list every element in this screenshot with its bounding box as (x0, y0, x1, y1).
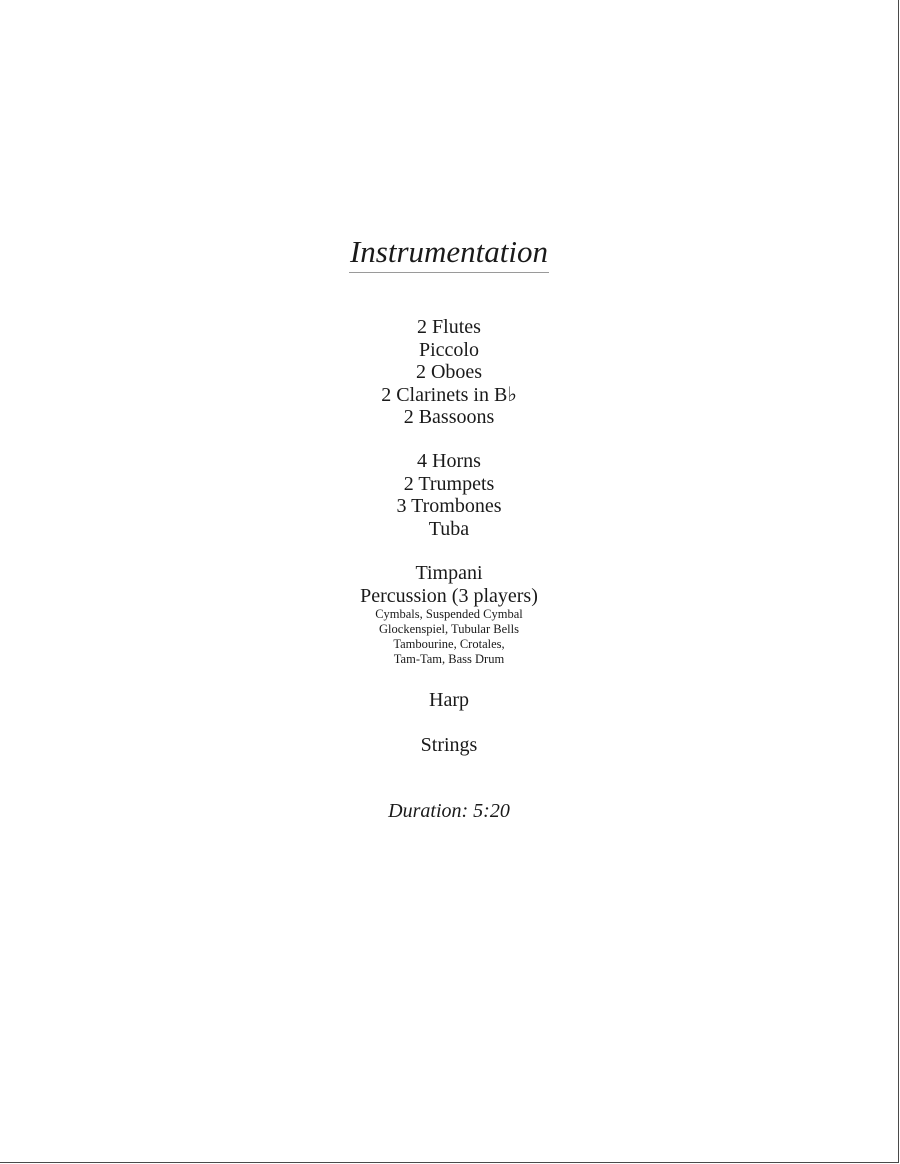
woodwinds-section (0, 316, 898, 429)
woodwind-oboes: 2 Oboes (415, 361, 483, 383)
strings-label: Strings (420, 734, 478, 756)
page-title (0, 233, 898, 273)
woodwind-clarinets: 2 Clarinets in B♭ (381, 383, 517, 406)
brass-trumpets: 2 Trumpets (403, 472, 495, 495)
percussion-detail-4: Tam-Tam, Bass Drum (393, 652, 505, 666)
brass-tuba: Tuba (428, 517, 470, 540)
page-title-text: Instrumentation (349, 233, 549, 273)
brass-horns: 4 Horns (417, 450, 481, 472)
percussion-section (0, 562, 898, 667)
percussion-detail-3: Tambourine, Crotales, (393, 637, 505, 651)
percussion-heading: Percussion (3 players) (360, 584, 538, 607)
harp-label: Harp (429, 689, 469, 711)
woodwind-piccolo: Piccolo (419, 338, 479, 361)
duration-label: Duration: 5:20 (388, 800, 510, 822)
brass-trombones: 3 Trombones (396, 495, 502, 517)
brass-section (0, 450, 898, 540)
woodwind-flutes: 2 Flutes (417, 316, 481, 338)
strings-section (0, 734, 898, 757)
percussion-timpani: Timpani (415, 562, 483, 584)
harp-section (0, 689, 898, 712)
percussion-detail-1: Cymbals, Suspended Cymbal (375, 607, 523, 621)
percussion-detail-2: Glockenspiel, Tubular Bells (379, 622, 519, 636)
woodwind-bassoons: 2 Bassoons (403, 406, 495, 428)
